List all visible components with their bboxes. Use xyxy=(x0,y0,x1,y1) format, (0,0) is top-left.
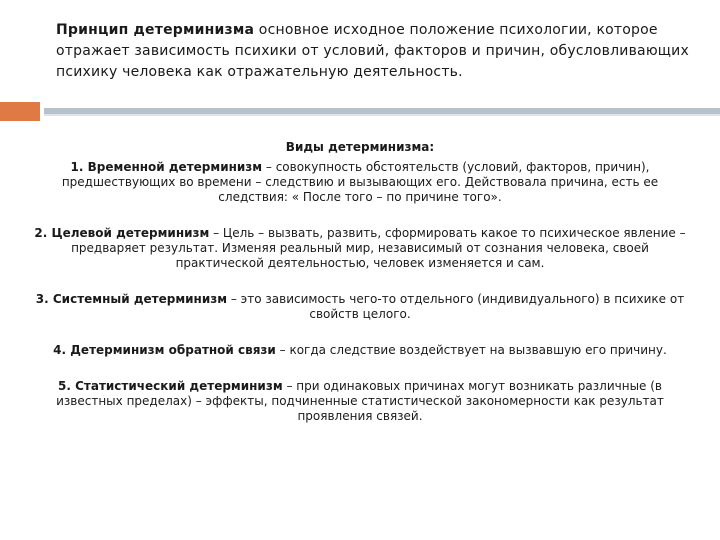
item-term: 3. Системный детерминизм xyxy=(35,292,228,306)
item-text: – Цель – вызвать, развить, сформировать какое то психическое явление – предваряет результат. Изменяя реальный мир, независимый от сознания человека, своей практической деятельностью, человек изменяется и сам. xyxy=(71,226,686,270)
list-item-target xyxy=(30,226,690,271)
item-term: 4. Детерминизм обратной связи xyxy=(53,343,276,357)
header-term: Принцип детерминизма xyxy=(56,22,255,38)
item-term: 2. Целевой детерминизм xyxy=(34,226,210,240)
content-block xyxy=(30,140,690,424)
item-text: – когда следствие воздействует на вызвавшую его причину. xyxy=(275,343,667,357)
item-term: 1. Временной детерминизм xyxy=(70,160,263,174)
divider-line xyxy=(44,108,720,114)
slide-header xyxy=(56,20,696,83)
list-item-temporal xyxy=(30,160,690,205)
list-item-statistical xyxy=(30,379,690,424)
item-text: – совокупность обстоятельств (условий, факторов, причин), предшествующих во времени – следствию и вызывающих его. Действовала причина, есть ее следствия: « После того – по причине того». xyxy=(61,160,659,204)
section-title: Виды детерминизма: xyxy=(285,140,435,154)
item-term: 5. Статистический детерминизм xyxy=(58,379,283,393)
item-text: – это зависимость чего-то отдельного (индивидуального) в психике от свойств целого. xyxy=(227,292,685,321)
list-item-feedback xyxy=(30,343,690,358)
accent-square xyxy=(0,102,40,121)
header-definition: основное исходное положение психологии, которое отражает зависимость психики от условий, факторов и причин, обусловливающих психику человека как отражательную деятельность. xyxy=(56,22,689,80)
list-item-systemic xyxy=(30,292,690,322)
item-text: – при одинаковых причинах могут возникать различные (в известных пределах) – эффекты, подчиненные статистической закономерности как результат проявления связей. xyxy=(56,379,664,423)
